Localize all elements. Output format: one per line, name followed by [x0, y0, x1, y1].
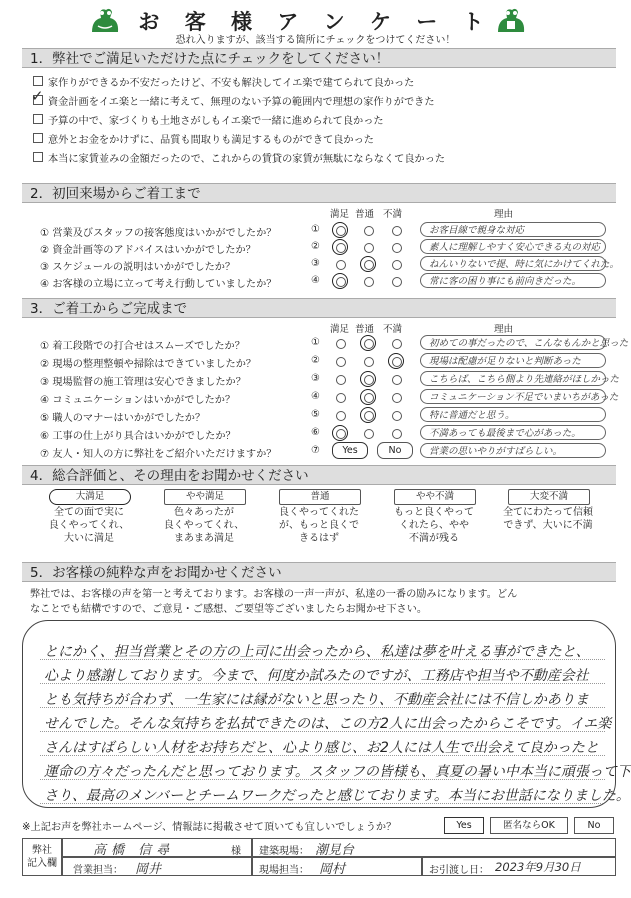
- question-number: ②: [311, 241, 320, 252]
- field-value: 岡村: [319, 862, 346, 877]
- move-date-value: 2023年9月30日: [495, 860, 581, 874]
- question-number: ⑦: [311, 445, 320, 456]
- reason-field: こちらば、こちら側より先連絡がほしかった: [420, 371, 606, 386]
- rating-radio[interactable]: [336, 393, 346, 403]
- rating-radio[interactable]: [336, 411, 346, 421]
- rating-option-1[interactable]: 大満足: [49, 489, 131, 505]
- rating-radio[interactable]: [336, 339, 346, 349]
- s1-option-label: 本当に家賃並みの金額だったので、これからの賃貸の家賃が無駄にならなくて良かった: [48, 154, 446, 165]
- page-subtitle: 恐れ入りますが、該当する箇所にチェックをつけてください！: [175, 35, 456, 46]
- reason-field: 常に客の困り事にも前向きだった。: [420, 273, 606, 288]
- rating-radio[interactable]: [336, 357, 346, 367]
- reason-field: 初めての事だったので、こんなもんかと思った: [420, 335, 606, 350]
- reason-field: 現場は配慮が足りないと判断あった: [420, 353, 606, 368]
- field-cell: [252, 857, 422, 876]
- rating-option-5[interactable]: 大変不満: [508, 489, 590, 505]
- question-label: ④ お客様の立場に立って考え行動していましたか？: [40, 279, 277, 290]
- s1-option-label: 意外とお金をかけずに、品質も間取りも満足するものができて良かった: [48, 135, 374, 146]
- rating-description: 色々あったが 良くやってくれ、 まあまあ満足: [163, 507, 245, 544]
- rating-radio[interactable]: [336, 260, 346, 270]
- customer-honorific: 様: [231, 846, 241, 857]
- s1-option-label: 資金計画をイエ楽と一緒に考えて、無理のない予算の範囲内で理想の家作りができた: [48, 97, 435, 108]
- checkbox[interactable]: [33, 152, 43, 162]
- move-date-cell: [422, 857, 616, 876]
- voice-text-line: 運命の方々だったんだと思っております。スタッフの皆様も、真夏の暑い中本当に頑張って下: [44, 764, 631, 780]
- consent-yes-option[interactable]: Yes: [444, 817, 484, 834]
- section2-heading: 2．初回来場からご着工まで: [22, 183, 616, 203]
- rating-radio[interactable]: [364, 226, 374, 236]
- rating-radio[interactable]: [392, 375, 402, 385]
- handwritten-circle-mark: [332, 239, 348, 255]
- col-header-reason: 理由: [494, 324, 514, 335]
- reason-field: ねんいりないで提、時に気にかけてくれた。: [420, 256, 606, 271]
- customer-name-cell: [62, 838, 252, 857]
- question-label: ② 資金計画等のアドバイスはいかがでしたか？: [40, 245, 256, 256]
- company-entry-label: [22, 838, 62, 876]
- question-label: ④ コミュニケーションはいかがでしたか？: [40, 395, 236, 406]
- section3-heading: 3．ご着工からご完成まで: [22, 298, 616, 318]
- handwritten-circle-mark: [360, 335, 376, 351]
- checkbox[interactable]: [33, 114, 43, 124]
- question-label: ① 営業及びスタッフの接客態度はいかがでしたか？: [40, 228, 277, 239]
- question-label: ② 現場の整理整頓や掃除はできていましたか？: [40, 359, 257, 370]
- rating-radio[interactable]: [392, 260, 402, 270]
- rating-radio[interactable]: [392, 393, 402, 403]
- consent-anonymous-option[interactable]: 匿名ならOK: [490, 817, 568, 834]
- voice-text-line: とにかく、担当営業とその方の上司に出会ったから、私達は夢を叶える事ができたと、: [44, 644, 590, 660]
- col-header-normal: 普通: [355, 209, 375, 220]
- s1-option-label: 家作りができるか不安だったけど、不安も解決してイエ楽で建てられて良かった: [48, 78, 415, 89]
- handwritten-circle-mark: [332, 425, 348, 441]
- consent-question: ※上記お声を弊社ホームページ、情報誌に掲載させて頂いても宜しいでしょうか？: [22, 822, 397, 833]
- question-number: ④: [311, 391, 320, 402]
- sales-cell: [62, 857, 252, 876]
- move-date-label: お引渡し日：: [429, 865, 489, 876]
- rating-description: 良くやってくれた が、もっと良くで きるはず: [279, 507, 359, 544]
- reason-field: コミュニケーション不足でいまいちがあった: [420, 389, 606, 404]
- question-number: ③: [311, 373, 320, 384]
- rating-radio[interactable]: [364, 429, 374, 439]
- rating-option-4[interactable]: やや不満: [394, 489, 476, 505]
- voice-text-line: さんはすばらしい人材をお持ちだと、心より感じ、お2人には人生で出会えて良かったと: [44, 740, 599, 756]
- rating-radio[interactable]: [364, 357, 374, 367]
- reason-field: お客目線で親身な対応: [420, 222, 606, 237]
- section4-heading: 4．総合評価と、その理由をお聞かせください: [22, 465, 616, 485]
- handwritten-circle-mark: [332, 273, 348, 289]
- section5-intro-line1: 弊社では、お客様の声を第一と考えております。お客様の一声一声が、私達の一番の励みになります。どん: [30, 589, 518, 600]
- question-number: ④: [311, 275, 320, 286]
- col-header-normal: 普通: [355, 324, 375, 335]
- rating-radio[interactable]: [364, 277, 374, 287]
- voice-text-line: さり、最高のメンバーとチームワークだったと感じております。本当にお世話になりました。: [44, 788, 630, 804]
- s1-option-label: 予算の中で、家づくりも土地さがしもイエ楽で一緒に進められて良かった: [48, 116, 384, 127]
- voice-text-line: とも気持ちが合わず、一生家には縁がないと思ったり、不動産会社には不信しかありま: [44, 692, 589, 708]
- field-label: 現場担当：: [259, 865, 309, 876]
- question-number: ①: [311, 337, 320, 348]
- question-label: ① 着工段階での打合せはスムーズでしたか？: [40, 341, 245, 352]
- voice-text-line: 心より感謝しております。今まで、何度か試みたのですが、工務店や担当や不動産会社: [44, 668, 589, 684]
- question-number: ⑤: [311, 409, 320, 420]
- rating-radio[interactable]: [392, 277, 402, 287]
- rating-radio[interactable]: [336, 375, 346, 385]
- checkbox[interactable]: [33, 133, 43, 143]
- rating-radio[interactable]: [392, 226, 402, 236]
- handwritten-circle-mark: [360, 371, 376, 387]
- rating-description: もっと良くやって くれたら、やや 不満が残る: [394, 507, 474, 544]
- recommend-yes-option[interactable]: Yes: [332, 442, 368, 459]
- rating-radio[interactable]: [392, 339, 402, 349]
- site-cell: [252, 838, 616, 857]
- rating-radio[interactable]: [392, 411, 402, 421]
- rating-description: 全てにわたって信頼 できず、大いに不満: [503, 507, 593, 531]
- voice-text-line: せんでした。そんな気持ちを払拭できたのは、この方2人に出会ったからこそです。イエ楽: [44, 716, 612, 732]
- question-label: ③ スケジュールの説明はいかがでしたか？: [40, 262, 236, 273]
- col-header-satisfied: 満足: [330, 209, 350, 220]
- col-header-dissatisfied: 不満: [383, 324, 403, 335]
- site-label: 建築現場：: [259, 846, 309, 857]
- rating-radio[interactable]: [392, 429, 402, 439]
- page-title: お 客 様 ア ン ケ ー ト: [138, 10, 493, 34]
- handwritten-circle-mark: [388, 353, 404, 369]
- section5-intro-line2: なことでも結構ですので、ご意見・ご感想、ご要望等ございましたらお聞かせ下さい。: [30, 604, 428, 615]
- section5-heading: 5．お客様の純粋な声をお聞かせください: [22, 562, 616, 582]
- frog-house-icon: [494, 6, 528, 36]
- rating-description: 全ての面で実に 良くやってくれ、 大いに満足: [48, 507, 130, 544]
- question-number: ③: [311, 258, 320, 269]
- col-header-dissatisfied: 不満: [383, 209, 403, 220]
- handwritten-circle-mark: [360, 389, 376, 405]
- rating-radio[interactable]: [364, 243, 374, 253]
- handwritten-circle-mark: [360, 407, 376, 423]
- checkmark-icon: ✓: [31, 87, 44, 105]
- rating-option-2[interactable]: やや満足: [164, 489, 246, 505]
- reason-field: 特に普通だと思う。: [420, 407, 606, 422]
- question-number: ⑥: [311, 427, 320, 438]
- col-header-satisfied: 満足: [330, 324, 350, 335]
- col-header-reason: 理由: [494, 209, 514, 220]
- consent-no-option[interactable]: No: [574, 817, 614, 834]
- question-label: ③ 現場監督の施工管理は安心できましたか？: [40, 377, 246, 388]
- recommend-no-option[interactable]: No: [377, 442, 413, 459]
- customer-name: 高橋 信尋: [93, 843, 175, 858]
- question-number: ②: [311, 355, 320, 366]
- reason-field: 素人に理解しやすく安心できる丸の対応: [420, 239, 606, 254]
- handwritten-circle-mark: [360, 256, 376, 272]
- question-label: ⑦ 友人・知人の方に弊社をご紹介いただけますか？: [40, 449, 277, 460]
- question-label: ⑤ 職人のマナーはいかがでしたか？: [40, 413, 206, 424]
- rating-option-3[interactable]: 普通: [279, 489, 361, 505]
- question-label: ⑥ 工事の仕上がり具合はいかがでしたか？: [40, 431, 236, 442]
- site-value: 潮見台: [315, 843, 355, 858]
- reason-field: 営業の思いやりがすばらしい。: [420, 443, 606, 458]
- reason-field: 不満あっても最後まで心があった。: [420, 425, 606, 440]
- sales-label: 営業担当：: [73, 865, 123, 876]
- sales-value: 岡井: [135, 862, 162, 877]
- rating-radio[interactable]: [392, 243, 402, 253]
- checkbox[interactable]: [33, 76, 43, 86]
- section1-heading: 1．弊社でご満足いただけた点にチェックをしてください！: [22, 48, 616, 68]
- company-entry-label-text: 弊社 記入欄: [27, 845, 57, 869]
- question-number: ①: [311, 224, 320, 235]
- handwritten-circle-mark: [332, 222, 348, 238]
